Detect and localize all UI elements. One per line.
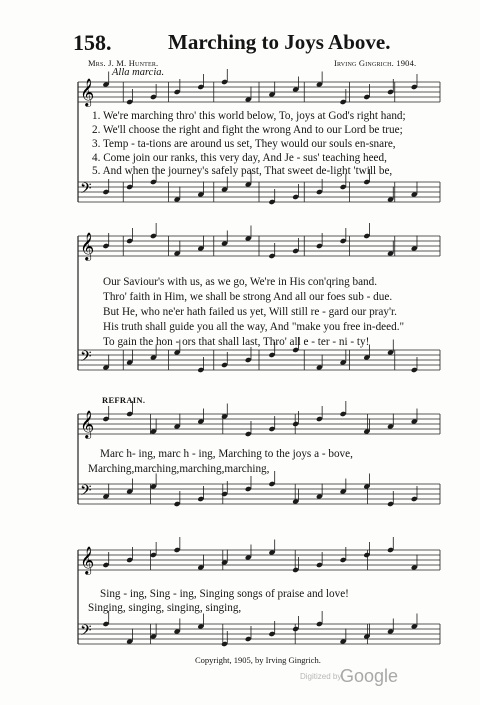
verse-5-line-1: 5. And when the journey's safely past, That sweet de-light 'twill be, [92, 165, 393, 177]
treble-clef: 𝄞 [80, 78, 95, 106]
refrain-line-2-bass: Singing, singing, singing, singing, [88, 602, 242, 614]
verse-2-line-2: Thro' faith in Him, we shall be strong And all our foes sub - due. [103, 291, 393, 303]
lyricist-credit: Mrs. J. M. Hunter. [88, 58, 159, 68]
verse-4-line-1: 4. Come join our ranks, this very day, And Je - sus' teaching heed, [92, 152, 387, 164]
hymn-number: 158. [73, 30, 112, 55]
bass-clef: 𝄢 [80, 180, 92, 201]
copyright-notice: Copyright, 1905, by Irving Gingrich. [195, 655, 321, 665]
bass-clef: 𝄢 [80, 622, 92, 643]
composer-credit: Irving Gingrich. 1904. [334, 58, 417, 68]
verse-3-line-2: But He, who ne'er hath failed us yet, Will still re - gard our pray'r. [103, 306, 397, 318]
refrain-line-2-soprano: Sing - ing, Sing - ing, Singing songs of praise and love! [100, 588, 349, 600]
verse-3-line-1: 3. Temp - ta-tions are around us set, They would our souls en-snare, [92, 138, 396, 150]
refrain-line-1-soprano: Marc h- ing, marc h - ing, Marching to the joys a - bove, [100, 448, 353, 460]
refrain-label: REFRAIN. [102, 395, 146, 405]
bass-clef: 𝄢 [80, 348, 92, 369]
bass-clef: 𝄢 [80, 482, 92, 503]
tempo-marking: Alla marcia. [112, 67, 165, 78]
treble-clef: 𝄞 [80, 232, 95, 260]
treble-clef: 𝄞 [80, 546, 95, 574]
refrain-line-1-bass: Marching,marching,marching,marching, [88, 463, 270, 475]
hymn-title: Marching to Joys Above. [168, 30, 391, 54]
digitized-by: Digitized by [300, 672, 342, 681]
verse-1-line-2: Our Saviour's with us, as we go, We're in His con'qring band. [103, 276, 378, 288]
verse-2-line-1: 2. We'll choose the right and fight the wrong And to our Lord be true; [92, 124, 403, 136]
verse-4-line-2: His truth shall guide you all the way, And "make you free in-deed." [103, 321, 405, 333]
google-watermark: Google [340, 666, 399, 686]
treble-clef: 𝄞 [80, 410, 95, 438]
verse-5-line-2: To gain the hon - ors that shall last, Thro' all e - ter - ni - ty! [103, 336, 370, 348]
verse-1-line-1: 1. We're marching thro' this world below, To, joys at God's right hand; [92, 110, 406, 122]
